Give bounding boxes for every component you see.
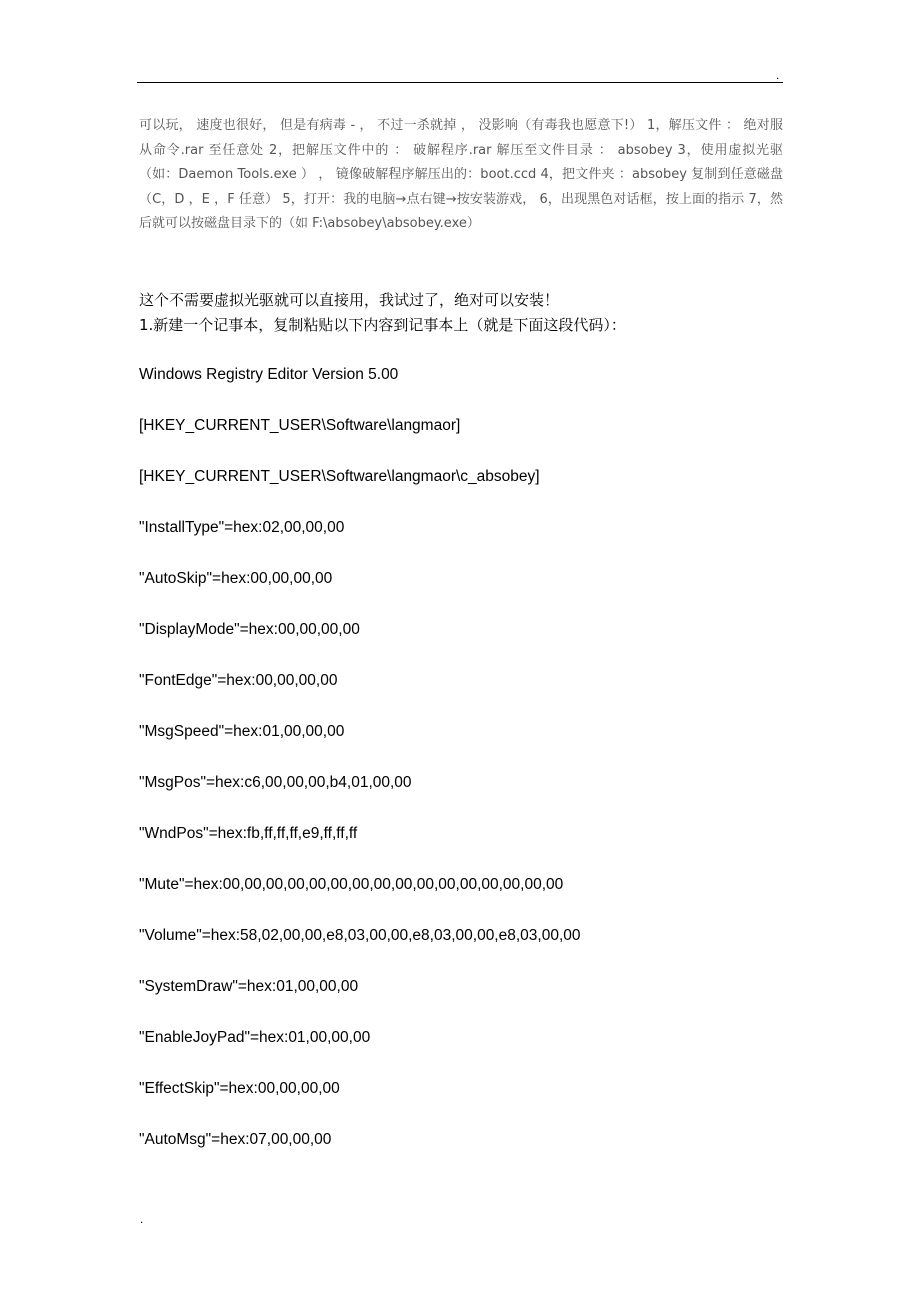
code-line: "AutoMsg"=hex:07,00,00,00 <box>139 1131 332 1148</box>
header-rule <box>137 82 783 83</box>
code-line: "MsgPos"=hex:c6,00,00,00,b4,01,00,00 <box>139 774 412 791</box>
footer-dot: . <box>140 1212 144 1226</box>
main-instructions <box>139 288 799 338</box>
code-line: "Volume"=hex:58,02,00,00,e8,03,00,00,e8,03,00,00,e8,03,00,00 <box>139 927 581 944</box>
code-line: "WndPos"=hex:fb,ff,ff,ff,e9,ff,ff,ff <box>139 825 358 842</box>
code-line: "EffectSkip"=hex:00,00,00,00 <box>139 1080 340 1097</box>
code-line: "Mute"=hex:00,00,00,00,00,00,00,00,00,00,00,00,00,00,00,00 <box>139 876 564 893</box>
code-line: [HKEY_CURRENT_USER\Software\langmaor] <box>139 417 461 434</box>
code-line: [HKEY_CURRENT_USER\Software\langmaor\c_absobey] <box>139 468 540 485</box>
code-line: "FontEdge"=hex:00,00,00,00 <box>139 672 338 689</box>
code-line: "MsgSpeed"=hex:01,00,00,00 <box>139 723 345 740</box>
code-line: "AutoSkip"=hex:00,00,00,00 <box>139 570 333 587</box>
code-line: "SystemDraw"=hex:01,00,00,00 <box>139 978 359 995</box>
instruction-line-2: 1.新建一个记事本，复制粘贴以下内容到记事本上（就是下面这段代码）： <box>139 316 626 334</box>
code-line: "InstallType"=hex:02,00,00,00 <box>139 519 345 536</box>
header-dot: . <box>776 68 780 82</box>
instruction-line-1: 这个不需要虚拟光驱就可以直接用，我试过了，绝对可以安装！ <box>139 291 560 309</box>
code-line: "DisplayMode"=hex:00,00,00,00 <box>139 621 360 638</box>
code-line: "EnableJoyPad"=hex:01,00,00,00 <box>139 1029 371 1046</box>
intro-paragraph: 可以玩， 速度也很好， 但是有病毒 - ， 不过一杀就掉 ， 没影响（有毒我也愿意下!） 1，解压文件 ： 绝对服从命令.rar 至任意处 2，把解压文件中的 ： 破解程序.rar 解压至文件目录 ： absobey 3，使用虚拟光驱（如：Daemon Tools.exe ） ， 镜像破解程序解压出的：boot.ccd 4，把文件夹 ：absobey 复制到任意磁盘（C，D ，E ，F 任意） 5，打开：我的电脑→点右键→按安装游戏， 6，出现黑色对话框，按上面的指示 7，然后就可以按磁盘目录下的（如 F:\absobey\absobey.exe） <box>139 118 783 231</box>
code-line: Windows Registry Editor Version 5.00 <box>139 366 399 383</box>
registry-code-block <box>139 362 799 1178</box>
